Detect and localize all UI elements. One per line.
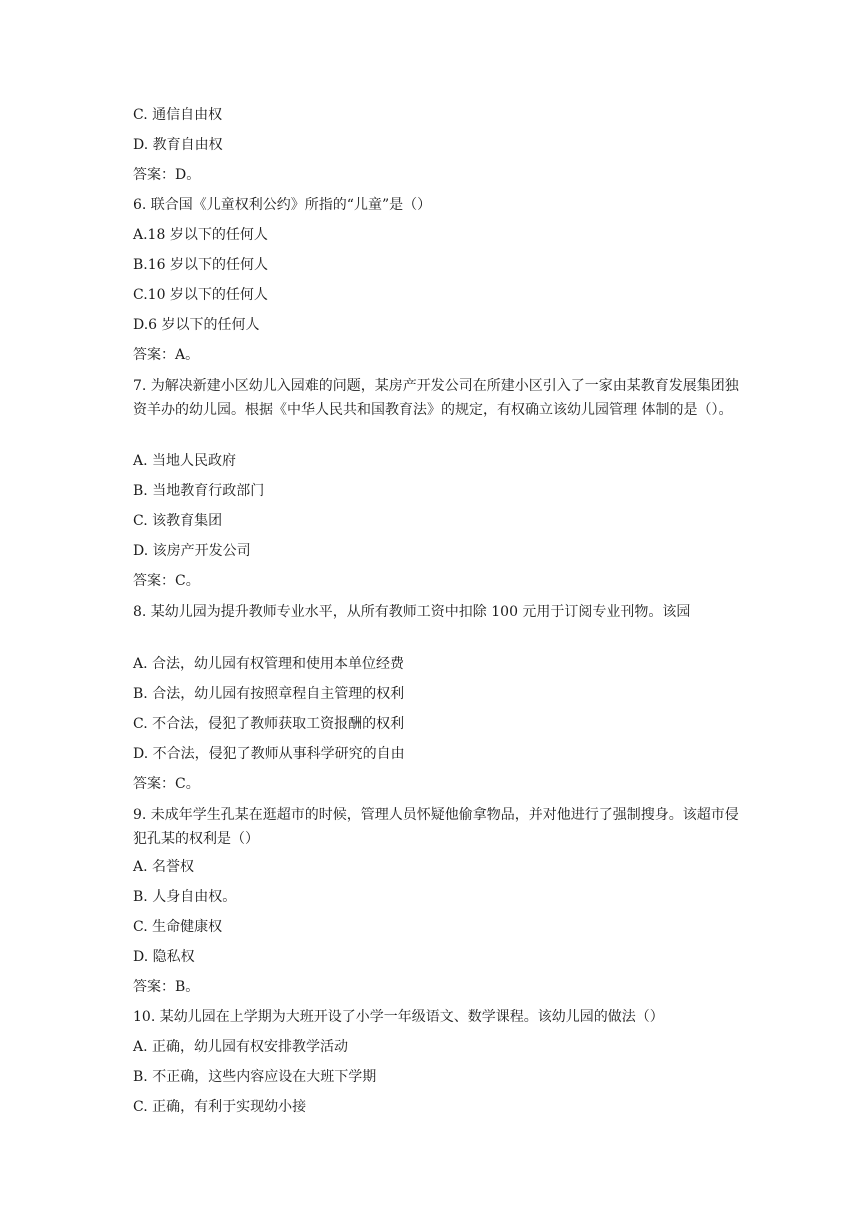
option-a-q6: A.18 岁以下的任何人 bbox=[133, 227, 268, 243]
option-d-q5: D. 教育自由权 bbox=[133, 137, 223, 153]
answer-q8: 答案：C。 bbox=[133, 776, 200, 792]
option-c-q8: C. 不合法，侵犯了教师获取工资报酬的权利 bbox=[133, 716, 405, 732]
answer-q9: 答案：B。 bbox=[133, 979, 200, 995]
question-8: 8. 某幼儿园为提升教师专业水平，从所有教师工资中扣除 100 元用于订阅专业刊物。该园 bbox=[133, 604, 691, 620]
option-d-q7: D. 该房产开发公司 bbox=[133, 543, 251, 559]
option-b-q10: B. 不正确，这些内容应设在大班下学期 bbox=[133, 1069, 377, 1085]
question-7: 7. 为解决新建小区幼儿入园难的问题，某房产开发公司在所建小区引入了一家由某教育发展集团独资羊办的幼儿园。根据《中华人民共和国教育法》的规定，有权确立该幼儿园管理 体制的是（）。 bbox=[133, 378, 739, 418]
answer-q6: 答案：A。 bbox=[133, 347, 200, 363]
question-6: 6. 联合国《儿童权利公约》所指的“儿童”是（） bbox=[133, 197, 432, 213]
option-a-q8: A. 合法，幼儿园有权管理和使用本单位经费 bbox=[133, 656, 405, 672]
option-b-q8: B. 合法，幼儿园有按照章程自主管理的权利 bbox=[133, 686, 405, 702]
option-b-q9: B. 人身自由权。 bbox=[133, 889, 237, 905]
option-c-q6: C.10 岁以下的任何人 bbox=[133, 287, 268, 303]
answer-q7: 答案：C。 bbox=[133, 573, 200, 589]
question-10: 10. 某幼儿园在上学期为大班开设了小学一年级语文、数学课程。该幼儿园的做法（） bbox=[133, 1009, 664, 1025]
option-c-q9: C. 生命健康权 bbox=[133, 919, 223, 935]
option-b-q6: B.16 岁以下的任何人 bbox=[133, 257, 269, 273]
option-b-q7: B. 当地教育行政部门 bbox=[133, 483, 265, 499]
option-c-q7: C. 该教育集团 bbox=[133, 513, 223, 529]
option-d-q9: D. 隐私权 bbox=[133, 949, 195, 965]
option-a-q10: A. 正确，幼儿园有权安排教学活动 bbox=[133, 1039, 349, 1055]
question-9: 9. 未成年学生孔某在逛超市的时候，管理人员怀疑他偷拿物品，并对他进行了强制搜身。该超市侵犯孔某的权利是（） bbox=[133, 807, 739, 847]
option-c-q10: C. 正确，有利于实现幼小接 bbox=[133, 1099, 307, 1115]
option-d-q8: D. 不合法，侵犯了教师从事科学研究的自由 bbox=[133, 746, 405, 762]
option-d-q6: D.6 岁以下的任何人 bbox=[133, 317, 260, 333]
option-a-q7: A. 当地人民政府 bbox=[133, 453, 237, 469]
option-a-q9: A. 名誉权 bbox=[133, 859, 195, 875]
answer-q5: 答案：D。 bbox=[133, 167, 201, 183]
option-c-q5: C. 通信自由权 bbox=[133, 107, 223, 123]
